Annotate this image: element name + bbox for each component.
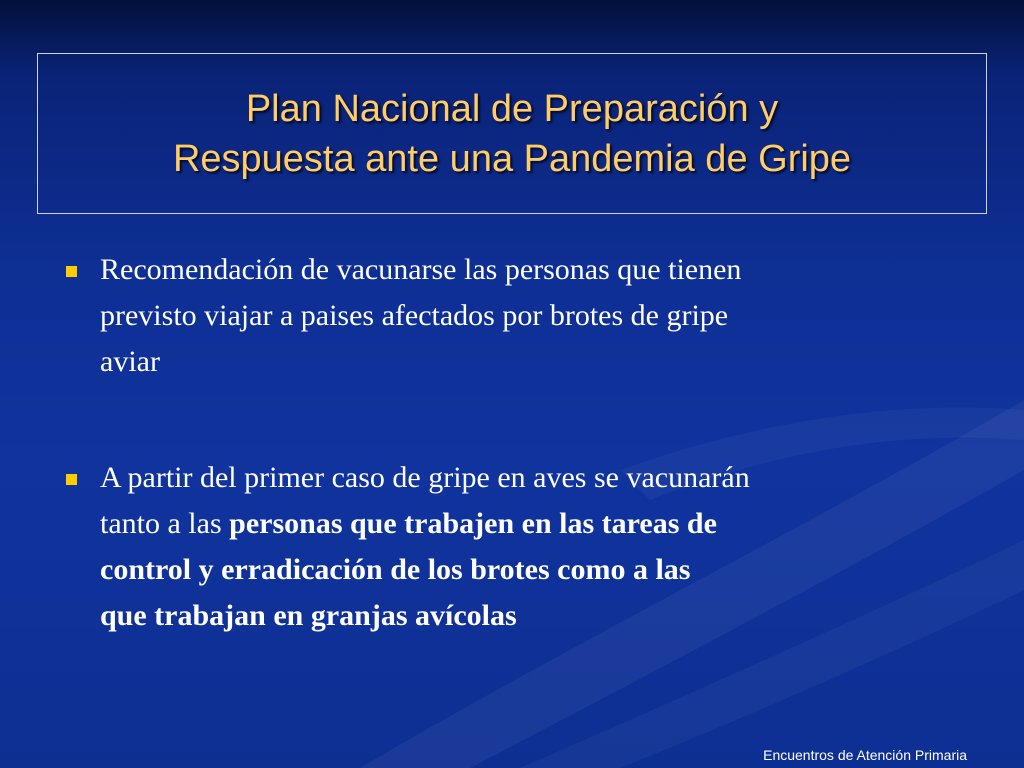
bullet-square-icon — [66, 266, 77, 277]
bullet-text-line — [100, 501, 980, 547]
bullet-list — [60, 247, 980, 639]
bullet-text-line: aviar — [100, 345, 160, 378]
title-box — [37, 53, 987, 214]
bullet-text-normal: tanto a las — [100, 507, 230, 540]
bullet-text-line: previsto viajar a paises afectados por brotes de gripe — [100, 299, 729, 332]
slide-title-line-2: Respuesta ante una Pandemia de Gripe — [172, 137, 852, 180]
bullet-square-icon — [66, 474, 77, 485]
bullet-text-emphasis-line: que trabajan en granjas avícolas — [100, 599, 517, 632]
bullet-item-vacunacion-viajeros — [60, 247, 980, 385]
bullet-text-line: Recomendación de vacunarse las personas que tienen — [100, 253, 742, 286]
slide-title-line-1: Plan Nacional de Preparación y — [245, 87, 779, 130]
bullet-text-emphasis-line: control y erradicación de los brotes como a las — [100, 553, 691, 586]
bullet-item-vacunacion-trabajadores — [60, 455, 980, 639]
bullet-text-emphasis: personas que trabajen en las tareas de — [229, 507, 717, 540]
footer-text: Encuentros de Atención Primaria — [763, 747, 967, 763]
bullet-text-line: A partir del primer caso de gripe en aves se vacunarán — [100, 461, 750, 494]
